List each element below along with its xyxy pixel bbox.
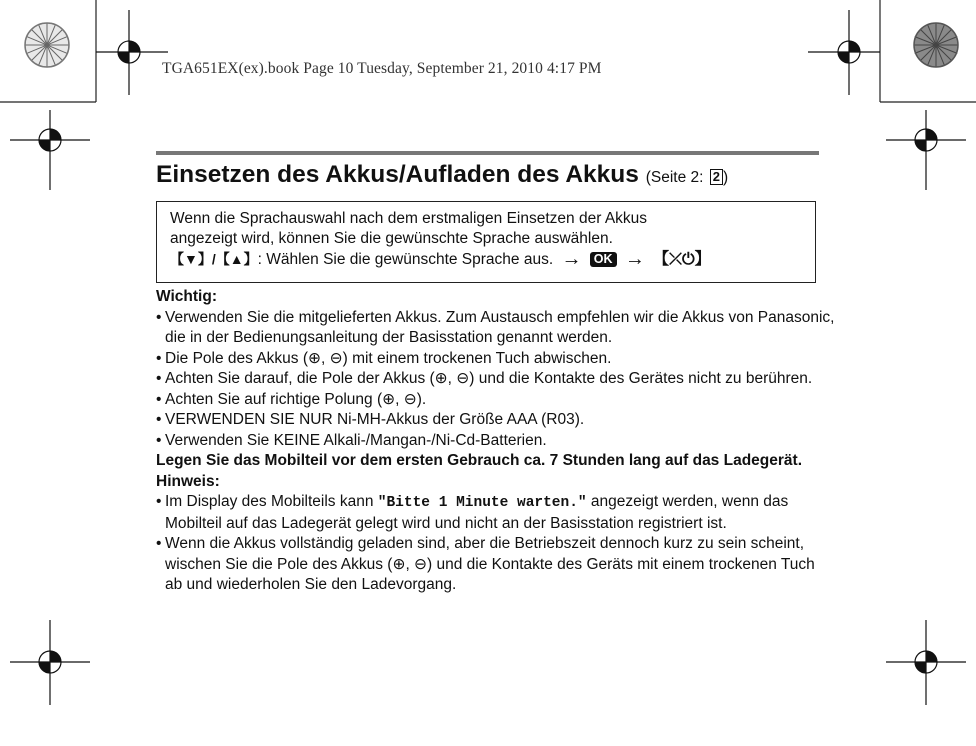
important-heading: Wichtig: [156,288,217,305]
list-item: • Die Pole des Akkus (⊕, ⊖) mit einem trockenen Tuch abwischen. [156,349,836,370]
list-item: • Verwenden Sie die mitgelieferten Akkus. Zum Austausch empfehlen wir die Akkus von Panasonic, die in der Bedienungsanleitung der Basisstation genannt werden. [156,308,836,349]
note-item-1-after: angezeigt werden, wenn das Mobilteil auf das Ladegerät gelegt wird und nicht an der Basisstation registriert ist. [165,493,789,532]
book-info-line: TGA651EX(ex).book Page 10 Tuesday, September 21, 2010 4:17 PM [162,60,602,77]
up-down-keys: 【▼】/【▲】 [170,251,258,267]
display-message: "Bitte 1 Minute warten." [377,495,587,511]
list-item [156,492,836,534]
important-list [156,308,836,452]
page-ref-number: 2 [710,169,723,185]
color-wheel-right-icon [914,23,958,67]
note-heading: Hinweis: [156,472,220,490]
language-note-box [156,201,816,283]
charge-instruction: Legen Sie das Mobilteil vor dem ersten Gebrauch ca. 7 Stunden lang auf das Ladegerät. [156,452,802,469]
section-title [156,161,836,189]
list-item: • Verwenden Sie KEINE Alkali-/Mangan-/Ni-Cd-Batterien. [156,431,836,452]
page-ref-suffix: ) [722,169,729,186]
section-title-text: Einsetzen des Akkus/Aufladen des Akkus [156,161,639,188]
arrow-right-icon: → [561,248,582,270]
notebox-key-instruction [170,249,815,270]
notebox-line-2: angezeigt wird, können Sie die gewünschte Sprache auswählen. [170,230,613,247]
list-item: • VERWENDEN SIE NUR Ni-MH-Akkus der Größe AAA (R03). [156,410,836,431]
arrow-right-icon: → [624,248,645,270]
notebox-line-1: Wenn die Sprachauswahl nach dem erstmaligen Einsetzen der Akkus [170,210,648,227]
note-item-1-before: Im Display des Mobilteils kann [165,493,378,510]
list-item: • Achten Sie darauf, die Pole der Akkus (⊕, ⊖) und die Kontakte des Gerätes nicht zu berühren. [156,369,836,390]
list-item: • Achten Sie auf richtige Polung (⊕, ⊖). [156,390,836,411]
page-reference [646,169,728,186]
crop-lines [0,0,976,102]
main-content [156,287,836,596]
off-key-icon: 【⤫⏻】 [653,251,711,268]
page-ref-prefix: (Seite 2: [645,169,708,186]
color-wheel-left-icon [25,23,69,67]
note-list [156,492,836,596]
key-instruction-text: : Wählen Sie die gewünschte Sprache aus. [257,251,554,268]
list-item: • Wenn die Akkus vollständig geladen sind, aber die Betriebszeit dennoch kurz zu sein scheint, wischen Sie die Pole des Akkus (⊕, ⊖) und die Kontakte des Geräts mit einem trockenen Tuch ab und wiederholen Sie den Ladevorgang. [156,534,836,596]
ok-key-icon: OK [590,252,617,267]
section-rule [156,151,819,155]
